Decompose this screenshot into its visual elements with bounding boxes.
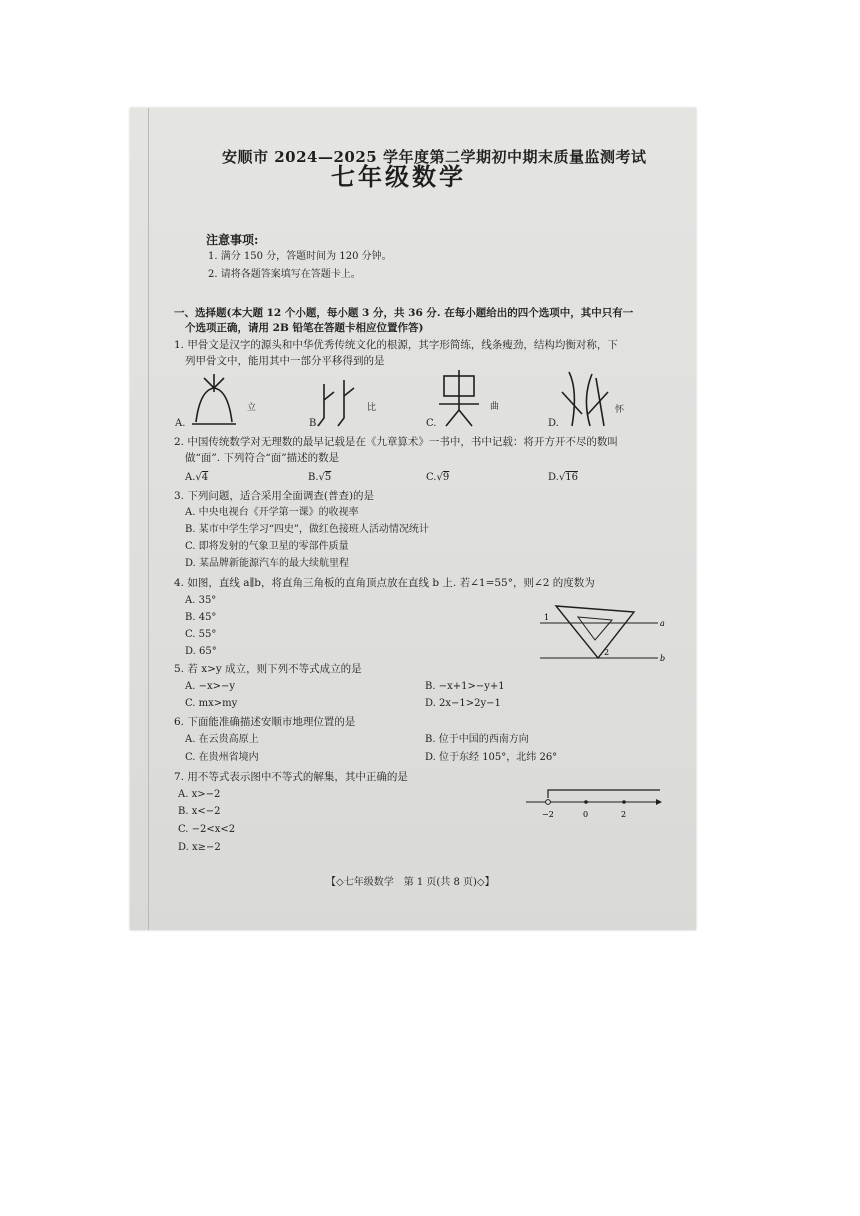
q7-option-d: D. x≥−2 <box>178 842 221 853</box>
q2-stem-line2: 做“面”. 下列符合“面”描述的数是 <box>185 452 340 464</box>
paper-fold-line <box>148 108 149 930</box>
q3-option-c: C. 即将发射的气象卫星的零部件质量 <box>185 541 349 552</box>
q1-option-a-char: 立 <box>247 403 257 413</box>
angle-1-label: 1 <box>544 613 550 622</box>
tick-label-0: 0 <box>583 810 589 819</box>
section-heading-line1: 一、选择题(本大题 12 个小题，每小题 3 分，共 36 分. 在每小题给出的四个选项中，其中只有一 <box>174 307 634 319</box>
page-footer: 【◇七年级数学 第 1 页(共 8 页)◇】 <box>326 877 495 888</box>
q2-option-c-letter: C. <box>426 472 437 483</box>
q4-triangle-figure <box>520 592 670 670</box>
q2-option-d-letter: D. <box>548 472 559 483</box>
oracle-glyph-c <box>439 370 479 426</box>
q5-option-d: D. 2x−1>2y−1 <box>425 698 501 709</box>
q2-option-a: A.√4 <box>185 472 209 483</box>
notice-item-2: 2. 请将各题答案填写在答题卡上。 <box>208 269 361 280</box>
q6-stem: 6. 下面能准确描述安顺市地理位置的是 <box>174 716 356 728</box>
q2-option-b-radicand: 5 <box>324 472 332 483</box>
q1-option-b-letter: B. <box>309 418 320 429</box>
q7-option-b: B. x<−2 <box>178 806 221 817</box>
oracle-glyph-d <box>562 372 608 426</box>
notice-item-1: 1. 满分 150 分，答题时间为 120 分钟。 <box>208 251 392 262</box>
q7-number-line <box>522 784 672 822</box>
q1-option-c-char: 曲 <box>490 402 500 412</box>
q6-option-d: D. 位于东经 105°，北纬 26° <box>425 752 558 763</box>
notice-heading: 注意事项: <box>206 233 259 247</box>
line-a-label: a <box>660 619 665 628</box>
tick-label-2: 2 <box>621 810 627 819</box>
q3-option-b: B. 某市中学生学习“四史”，做红色接班人活动情况统计 <box>185 524 429 535</box>
angle-2-label: 2 <box>604 648 610 657</box>
q2-option-c-radicand: 9 <box>442 472 450 483</box>
q2-option-b: B.√5 <box>308 472 332 483</box>
q4-option-d: D. 65° <box>185 646 217 657</box>
line-b-label: b <box>660 654 666 663</box>
q2-option-c: C.√9 <box>426 472 450 483</box>
q5-option-c: C. mx>my <box>185 698 238 709</box>
q1-stem-line1: 1. 甲骨文是汉字的源头和中华优秀传统文化的根源，其字形简练，线条瘦劲，结构均衡对称，下 <box>174 339 618 351</box>
q2-option-d-radicand: 16 <box>565 472 578 483</box>
tick-point-0 <box>584 800 588 804</box>
set-square-inner <box>578 617 612 640</box>
q6-option-c: C. 在贵州省境内 <box>185 752 259 763</box>
q2-stem-line1: 2. 中国传统数学对无理数的最早记载是在《九章算术》一书中，书中记载：将开方开不尽的数叫 <box>174 436 618 448</box>
q3-stem: 3. 下列问题，适合采用全面调查(普查)的是 <box>174 490 375 502</box>
q4-option-a: A. 35° <box>185 595 217 606</box>
q1-option-c-letter: C. <box>426 418 437 429</box>
exam-title: 安顺市 2024—2025 学年度第二学期初中期末质量监测考试 <box>222 148 647 166</box>
q5-stem: 5. 若 x>y 成立，则下列不等式成立的是 <box>174 663 362 675</box>
q4-option-c: C. 55° <box>185 629 217 640</box>
open-circle-point <box>546 800 551 805</box>
set-square-outer <box>556 606 634 658</box>
q4-option-b: B. 45° <box>185 612 217 623</box>
q6-option-b: B. 位于中国的西南方向 <box>425 734 529 745</box>
q5-option-a: A. −x>−y <box>185 681 236 692</box>
q4-stem: 4. 如图，直线 a∥b，将直角三角板的直角顶点放在直线 b 上. 若∠1=55°，则∠2 的度数为 <box>174 577 595 589</box>
q2-option-a-letter: A. <box>185 472 196 483</box>
q7-stem: 7. 用不等式表示图中不等式的解集，其中正确的是 <box>174 771 408 783</box>
q2-option-a-radicand: 4 <box>201 472 209 483</box>
q2-option-b-letter: B. <box>308 472 319 483</box>
q2-option-d: D.√16 <box>548 472 578 483</box>
q1-option-b-char: 比 <box>367 403 377 413</box>
q7-option-c: C. −2<x<2 <box>178 824 236 835</box>
oracle-glyph-a <box>192 374 236 424</box>
q1-stem-line2: 列甲骨文中，能用其中一部分平移得到的是 <box>185 355 385 367</box>
q1-option-d-char: 怀 <box>615 405 625 415</box>
q6-option-a: A. 在云贵高原上 <box>185 734 259 745</box>
q1-option-d-letter: D. <box>548 418 559 429</box>
q3-option-a: A. 中央电视台《开学第一课》的收视率 <box>185 507 359 518</box>
q1-option-a-letter: A. <box>175 418 186 429</box>
q5-option-b: B. −x+1>−y+1 <box>425 681 505 692</box>
solution-ray <box>548 790 660 798</box>
oracle-glyph-b <box>318 380 354 426</box>
tick-label-neg2: −2 <box>542 810 554 819</box>
tick-point-2 <box>622 800 626 804</box>
subject-title: 七年级数学 <box>331 162 466 191</box>
q7-option-a: A. x>−2 <box>178 789 221 800</box>
exam-paper-photo <box>130 108 696 930</box>
section-heading-line2: 个选项正确，请用 2B 铅笔在答题卡相应位置作答) <box>185 322 424 334</box>
q3-option-d: D. 某品牌新能源汽车的最大续航里程 <box>185 558 350 569</box>
